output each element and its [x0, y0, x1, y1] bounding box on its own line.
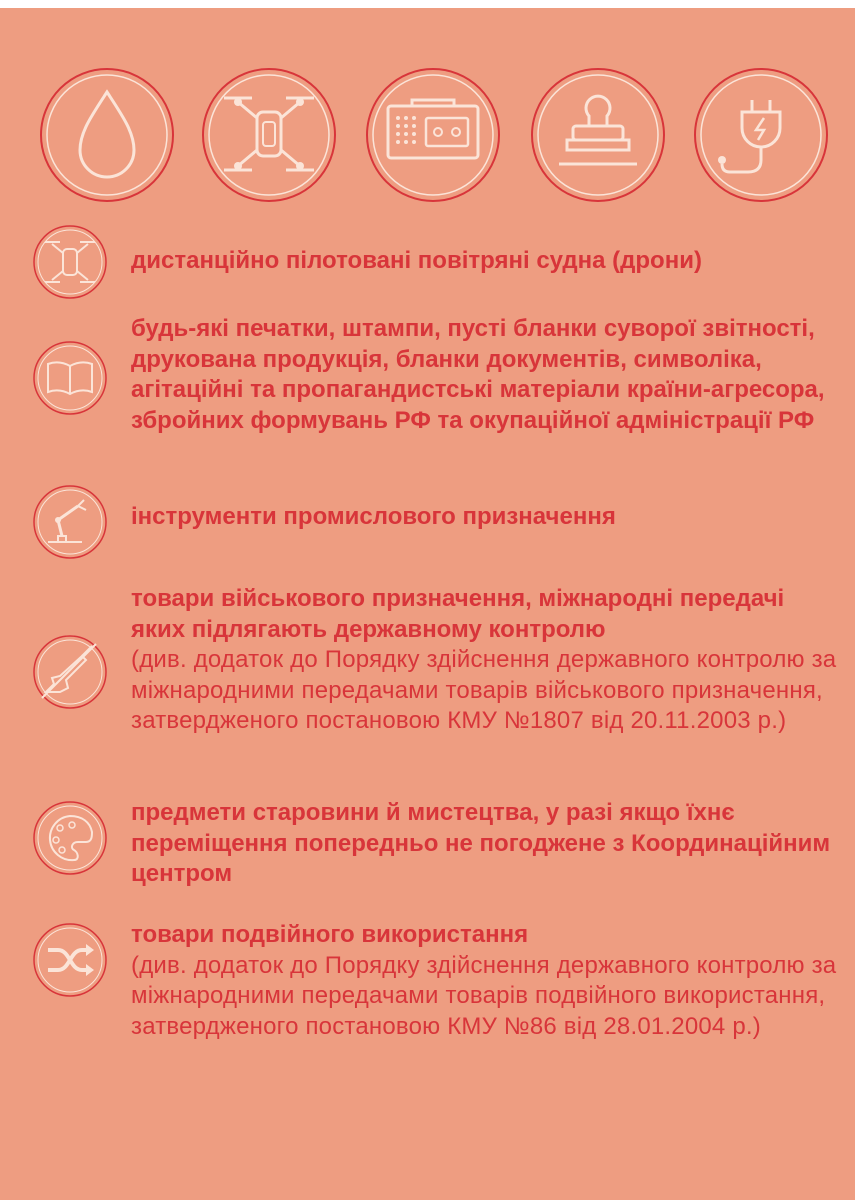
stamp-icon	[523, 60, 673, 210]
item-title: товари подвійного використання	[131, 921, 529, 948]
rifle-icon	[30, 632, 110, 712]
water-drop-icon	[32, 60, 182, 210]
drone-icon	[30, 222, 110, 302]
electric-plug-icon	[686, 60, 836, 210]
item-title: будь-які печатки, штампи, пусті бланки суворої звітності, друкована продукція, бланки документів, символіка, агітаційні та пропагандистські матеріали країни-агресора, збройних формувань РФ та окупаційної адміністрації РФ	[131, 315, 825, 434]
info-panel	[0, 8, 855, 1200]
item-title: предмети старовини й мистецтва, у разі якщо їхнє переміщення попередньо не погоджене з Координаційним центром	[131, 799, 831, 887]
drone-icon	[194, 60, 344, 210]
top-icon-row	[0, 60, 855, 210]
item-note: (див. додаток до Порядку здійснення державного контролю за міжнародними передачами товарів подвійного використання, затвердженого постановою КМУ №86 від 28.01.2004 р.)	[131, 951, 837, 1040]
book-icon	[30, 338, 110, 418]
item-title: дистанційно пілотовані повітряні судна (дрони)	[131, 247, 702, 274]
robotic-arm-icon	[30, 482, 110, 562]
cassette-recorder-icon	[358, 60, 508, 210]
item-note: (див. додаток до Порядку здійснення державного контролю за міжнародними передачами товарів військового призначення, затвердженого постановою КМУ №1807 від 20.11.2003 р.)	[131, 646, 837, 734]
item-title: інструменти промислового призначення	[131, 503, 616, 530]
shuffle-arrows-icon	[30, 920, 110, 1000]
art-palette-icon	[30, 798, 110, 878]
item-title: товари військового призначення, міжнародні передачі яких підлягають державному контролю	[131, 585, 785, 643]
